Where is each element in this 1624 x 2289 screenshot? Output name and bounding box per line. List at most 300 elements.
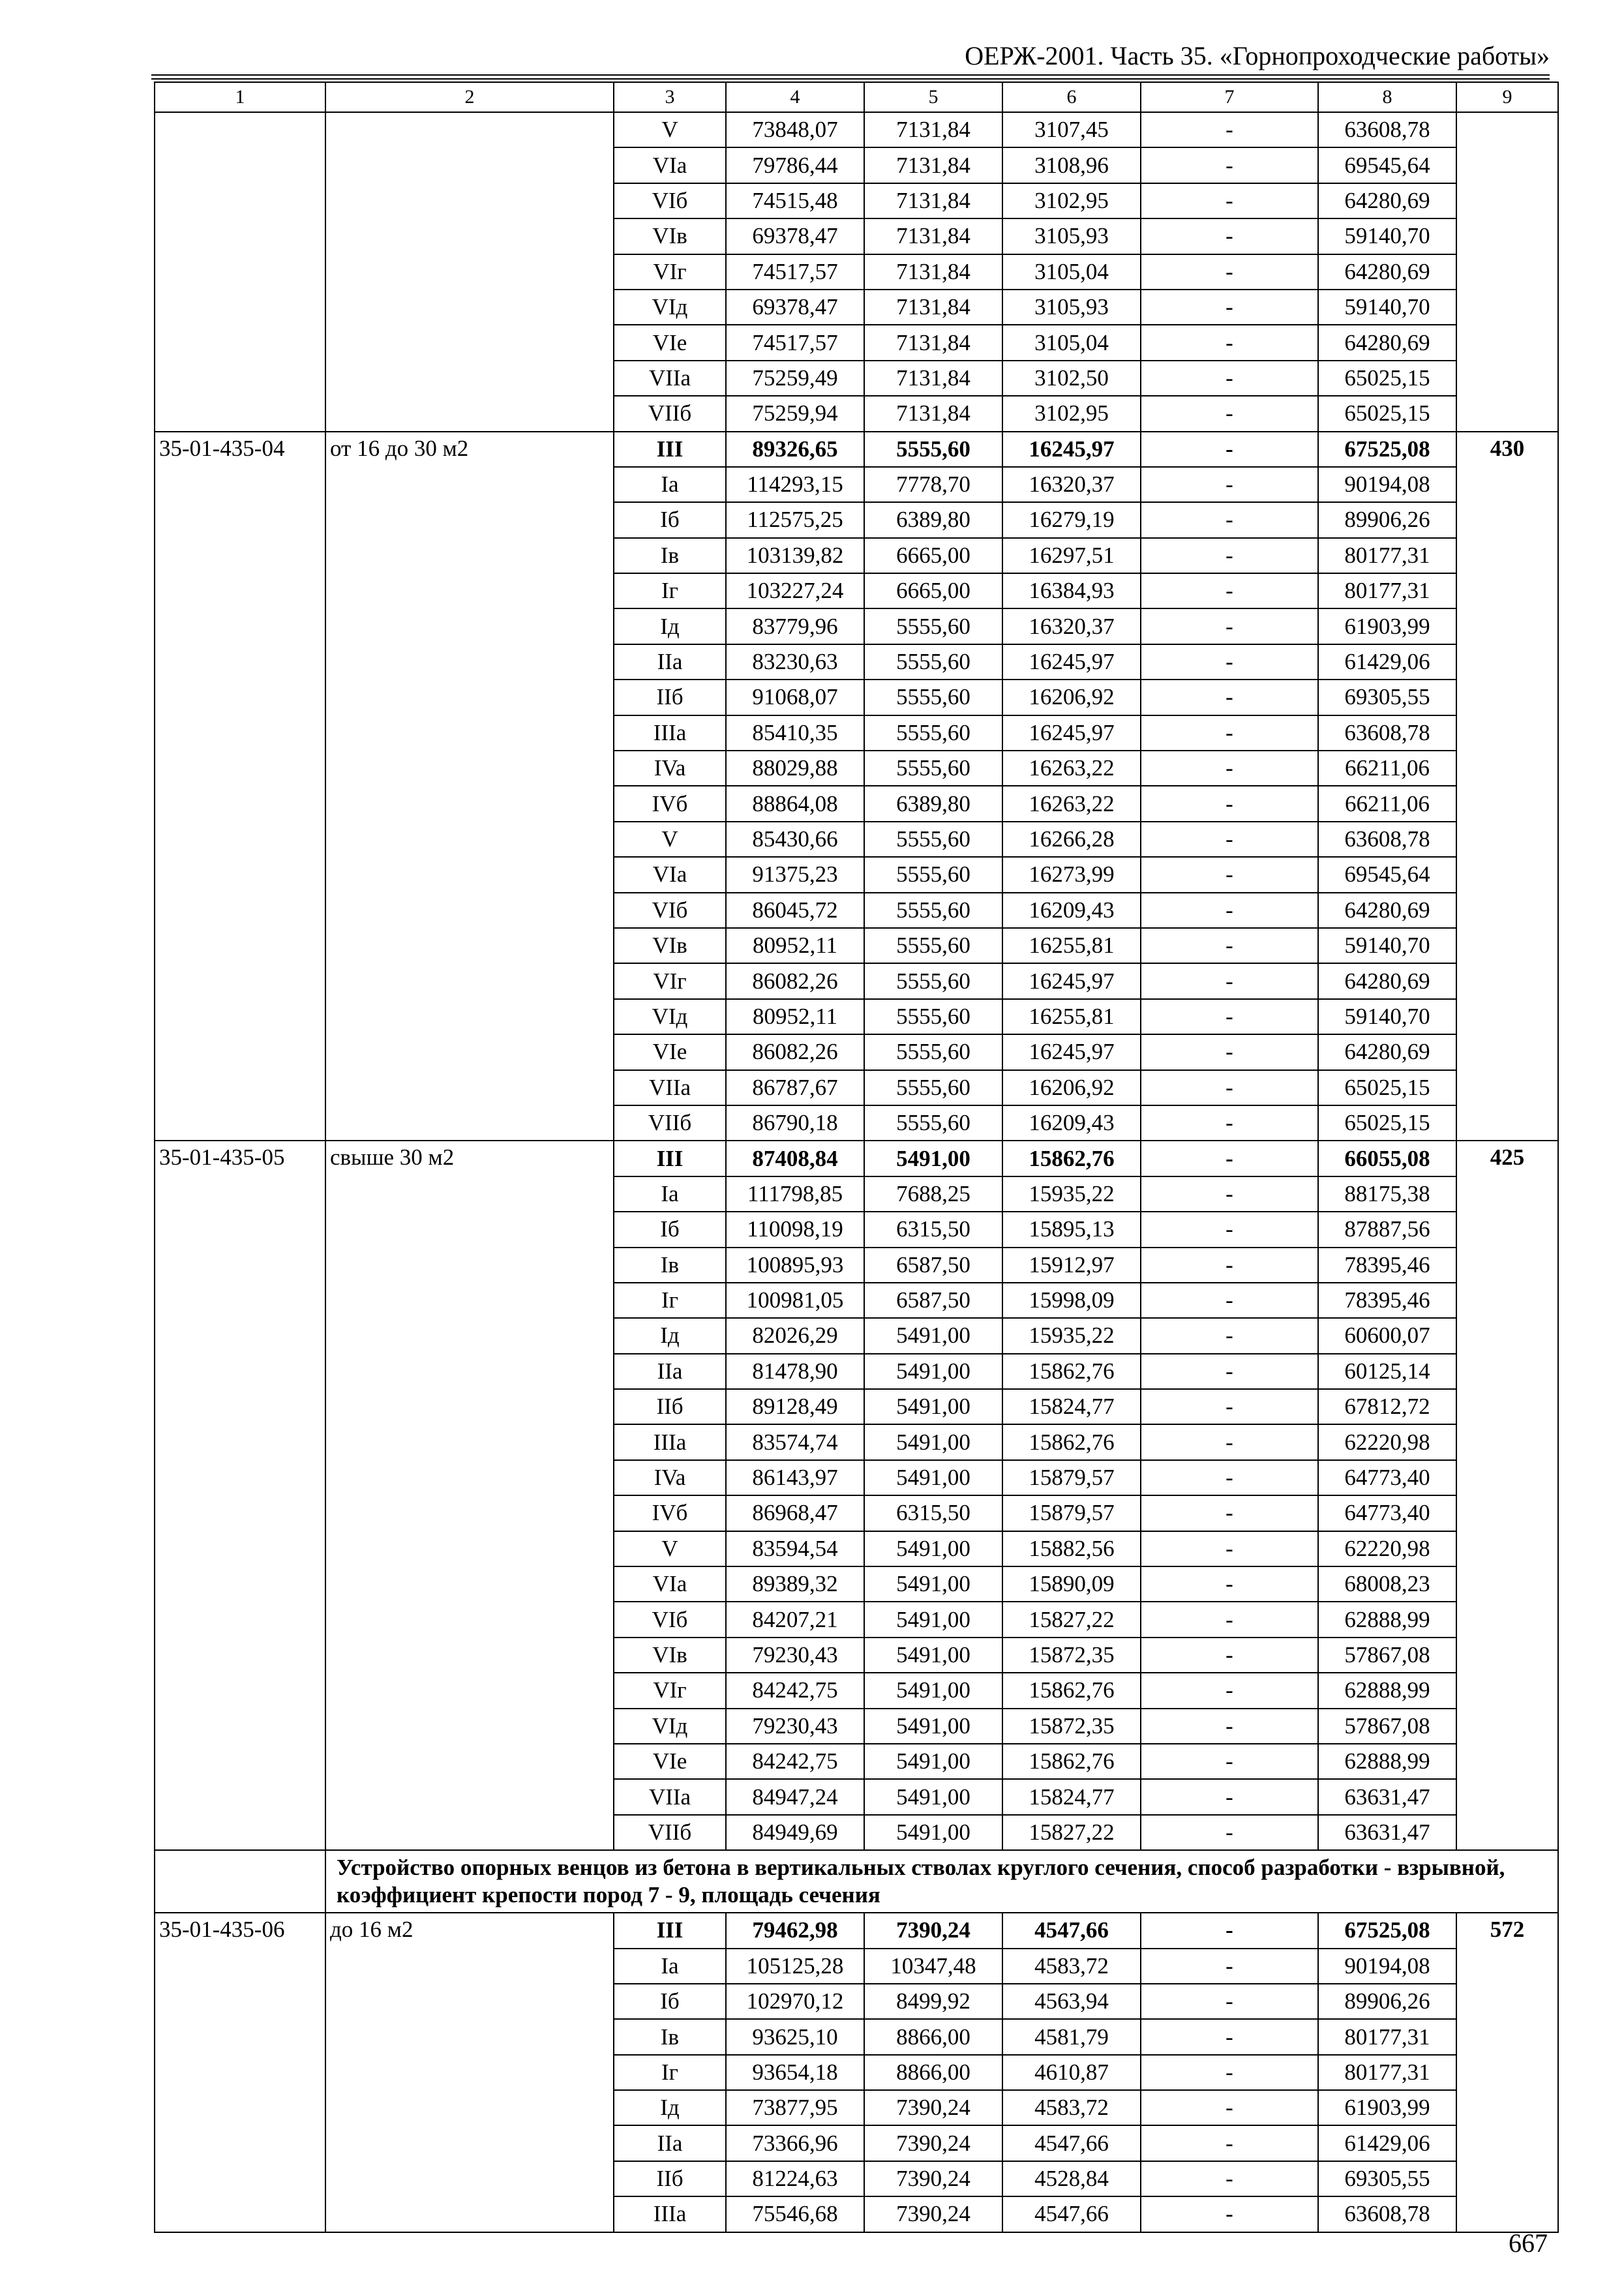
zone-cell: V (614, 112, 726, 147)
value-cell: - (1141, 1495, 1318, 1531)
value-cell: 61429,06 (1318, 2125, 1456, 2161)
zone-cell: VIб (614, 1602, 726, 1637)
value-cell: 63608,78 (1318, 715, 1456, 751)
value-cell: 60125,14 (1318, 1354, 1456, 1389)
zone-cell: VIIa (614, 1779, 726, 1814)
value-cell: 5555,60 (864, 608, 1002, 644)
header-rule-double (151, 78, 1550, 80)
value-cell: 4547,66 (1002, 1913, 1141, 1948)
value-cell: - (1141, 1566, 1318, 1602)
value-cell: 5491,00 (864, 1638, 1002, 1673)
value-cell: 5491,00 (864, 1815, 1002, 1850)
value-cell: 5491,00 (864, 1460, 1002, 1495)
value-cell: 16209,43 (1002, 1105, 1141, 1141)
value-cell: 3107,45 (1002, 112, 1141, 147)
value-cell: - (1141, 1673, 1318, 1708)
value-cell: - (1141, 1318, 1318, 1353)
value-cell: 89906,26 (1318, 1984, 1456, 2019)
value-cell: 88864,08 (726, 786, 864, 821)
value-cell: 16255,81 (1002, 999, 1141, 1034)
norm-cell: 430 (1456, 432, 1558, 1141)
zone-cell: III (614, 432, 726, 467)
value-cell: 5555,60 (864, 644, 1002, 680)
zone-cell: Iв (614, 2019, 726, 2054)
value-cell: 15935,22 (1002, 1176, 1141, 1212)
value-cell: 16263,22 (1002, 751, 1141, 786)
value-cell: 5491,00 (864, 1744, 1002, 1779)
value-cell: 4583,72 (1002, 1949, 1141, 1984)
value-cell: 7131,84 (864, 254, 1002, 290)
value-cell: 79462,98 (726, 1913, 864, 1948)
value-cell: 75259,94 (726, 396, 864, 431)
value-cell: 114293,15 (726, 467, 864, 502)
value-cell: 62220,98 (1318, 1531, 1456, 1566)
value-cell: 3108,96 (1002, 147, 1141, 183)
value-cell: 7131,84 (864, 361, 1002, 396)
value-cell: 4528,84 (1002, 2161, 1141, 2196)
value-cell: - (1141, 963, 1318, 998)
zone-cell: IVa (614, 1460, 726, 1495)
value-cell: 78395,46 (1318, 1283, 1456, 1318)
table-row (155, 112, 1558, 147)
value-cell: 8866,00 (864, 2055, 1002, 2090)
value-cell: 64773,40 (1318, 1460, 1456, 1495)
value-cell: 85430,66 (726, 822, 864, 857)
value-cell: 62888,99 (1318, 1673, 1456, 1708)
value-cell: - (1141, 573, 1318, 608)
value-cell: 80177,31 (1318, 538, 1456, 573)
column-number: 3 (614, 82, 726, 112)
value-cell: 93625,10 (726, 2019, 864, 2054)
value-cell: 16245,97 (1002, 1034, 1141, 1070)
value-cell: 63608,78 (1318, 112, 1456, 147)
value-cell: 8499,92 (864, 1984, 1002, 2019)
zone-cell: Ia (614, 467, 726, 502)
zone-cell: V (614, 1531, 726, 1566)
zone-cell: VIд (614, 999, 726, 1034)
value-cell: 89326,65 (726, 432, 864, 467)
value-cell: 65025,15 (1318, 396, 1456, 431)
value-cell: 5491,00 (864, 1424, 1002, 1459)
value-cell: 103139,82 (726, 538, 864, 573)
value-cell: 5491,00 (864, 1531, 1002, 1566)
value-cell: 100895,93 (726, 1248, 864, 1283)
value-cell: 80952,11 (726, 999, 864, 1034)
value-cell: 7131,84 (864, 112, 1002, 147)
value-cell: 16384,93 (1002, 573, 1141, 608)
value-cell: 5555,60 (864, 1070, 1002, 1105)
name-cell: до 16 м2 (325, 1913, 614, 2232)
value-cell: - (1141, 2019, 1318, 2054)
zone-cell: III (614, 1913, 726, 1948)
value-cell: 73848,07 (726, 112, 864, 147)
value-cell: 16320,37 (1002, 608, 1141, 644)
value-cell: 61429,06 (1318, 644, 1456, 680)
zone-cell: IIa (614, 2125, 726, 2161)
value-cell: 69378,47 (726, 290, 864, 325)
value-cell: - (1141, 608, 1318, 644)
value-cell: 15895,13 (1002, 1212, 1141, 1247)
value-cell: - (1141, 1212, 1318, 1247)
name-cell-empty (325, 112, 614, 432)
zone-cell: VIв (614, 928, 726, 963)
value-cell: 16266,28 (1002, 822, 1141, 857)
value-cell: - (1141, 2196, 1318, 2232)
value-cell: 5491,00 (864, 1779, 1002, 1814)
zone-cell: Iв (614, 538, 726, 573)
zone-cell: IIa (614, 644, 726, 680)
value-cell: 59140,70 (1318, 999, 1456, 1034)
zone-cell: VIб (614, 893, 726, 928)
value-cell: 85410,35 (726, 715, 864, 751)
value-cell: 66211,06 (1318, 751, 1456, 786)
value-cell: - (1141, 325, 1318, 360)
value-cell: - (1141, 2125, 1318, 2161)
value-cell: 86790,18 (726, 1105, 864, 1141)
value-cell: 7688,25 (864, 1176, 1002, 1212)
value-cell: 15862,76 (1002, 1744, 1141, 1779)
zone-cell: IIIa (614, 1424, 726, 1459)
value-cell: 64280,69 (1318, 1034, 1456, 1070)
value-cell: 16255,81 (1002, 928, 1141, 963)
value-cell: 5555,60 (864, 432, 1002, 467)
value-cell: 5555,60 (864, 1034, 1002, 1070)
value-cell: 5555,60 (864, 822, 1002, 857)
header-rule (151, 74, 1550, 76)
value-cell: - (1141, 1176, 1318, 1212)
value-cell: 64280,69 (1318, 254, 1456, 290)
value-cell: 6665,00 (864, 573, 1002, 608)
value-cell: 7390,24 (864, 2090, 1002, 2125)
value-cell: 5491,00 (864, 1354, 1002, 1389)
value-cell: 15862,76 (1002, 1354, 1141, 1389)
value-cell: 15824,77 (1002, 1389, 1141, 1424)
value-cell: 86787,67 (726, 1070, 864, 1105)
value-cell: 5491,00 (864, 1673, 1002, 1708)
value-cell: 65025,15 (1318, 361, 1456, 396)
column-number: 8 (1318, 82, 1456, 112)
value-cell: 86082,26 (726, 963, 864, 998)
value-cell: 16245,97 (1002, 963, 1141, 998)
value-cell: - (1141, 1389, 1318, 1424)
code-cell-empty (155, 112, 325, 432)
value-cell: 5555,60 (864, 893, 1002, 928)
code-cell: 35-01-435-05 (155, 1141, 325, 1850)
value-cell: 89128,49 (726, 1389, 864, 1424)
value-cell: 90194,08 (1318, 1949, 1456, 1984)
column-number-row (155, 82, 1558, 112)
value-cell: - (1141, 786, 1318, 821)
value-cell: - (1141, 1141, 1318, 1176)
value-cell: 6587,50 (864, 1283, 1002, 1318)
section-row (155, 1850, 1558, 1913)
zone-cell: IVa (614, 751, 726, 786)
value-cell: - (1141, 1531, 1318, 1566)
value-cell: 3102,95 (1002, 183, 1141, 218)
zone-cell: VIe (614, 1034, 726, 1070)
zone-cell: VIa (614, 147, 726, 183)
value-cell: - (1141, 644, 1318, 680)
value-cell: - (1141, 893, 1318, 928)
value-cell: 66055,08 (1318, 1141, 1456, 1176)
zone-cell: VIIa (614, 1070, 726, 1105)
value-cell: - (1141, 1779, 1318, 1814)
value-cell: 5491,00 (864, 1602, 1002, 1637)
value-cell: 15862,76 (1002, 1424, 1141, 1459)
value-cell: 86968,47 (726, 1495, 864, 1531)
value-cell: 7390,24 (864, 2196, 1002, 2232)
value-cell: 62888,99 (1318, 1602, 1456, 1637)
value-cell: 16297,51 (1002, 538, 1141, 573)
code-cell: 35-01-435-06 (155, 1913, 325, 2232)
page-number: 667 (1509, 2228, 1548, 2258)
zone-cell: Iб (614, 1212, 726, 1247)
value-cell: - (1141, 1602, 1318, 1637)
value-cell: 64280,69 (1318, 893, 1456, 928)
value-cell: - (1141, 361, 1318, 396)
name-cell: свыше 30 м2 (325, 1141, 614, 1850)
zone-cell: VIв (614, 218, 726, 254)
value-cell: 5555,60 (864, 999, 1002, 1034)
value-cell: - (1141, 2055, 1318, 2090)
value-cell: 91068,07 (726, 680, 864, 715)
value-cell: 111798,85 (726, 1176, 864, 1212)
zone-cell: IIIa (614, 715, 726, 751)
zone-cell: VIa (614, 1566, 726, 1602)
value-cell: 90194,08 (1318, 467, 1456, 502)
table-row (155, 1141, 1558, 1176)
value-cell: 5491,00 (864, 1709, 1002, 1744)
value-cell: - (1141, 1815, 1318, 1850)
value-cell: 15862,76 (1002, 1673, 1141, 1708)
value-cell: 80952,11 (726, 928, 864, 963)
value-cell: - (1141, 2090, 1318, 2125)
value-cell: 15872,35 (1002, 1638, 1141, 1673)
value-cell: 74515,48 (726, 183, 864, 218)
value-cell: 5555,60 (864, 751, 1002, 786)
value-cell: 15912,97 (1002, 1248, 1141, 1283)
value-cell: 15827,22 (1002, 1602, 1141, 1637)
value-cell: 5491,00 (864, 1566, 1002, 1602)
value-cell: 63608,78 (1318, 822, 1456, 857)
value-cell: 74517,57 (726, 254, 864, 290)
section-blank (155, 1850, 325, 1913)
value-cell: 60600,07 (1318, 1318, 1456, 1353)
value-cell: 4563,94 (1002, 1984, 1141, 2019)
value-cell: 7131,84 (864, 290, 1002, 325)
value-cell: 84947,24 (726, 1779, 864, 1814)
value-cell: - (1141, 857, 1318, 892)
value-cell: 15872,35 (1002, 1709, 1141, 1744)
code-cell: 35-01-435-04 (155, 432, 325, 1141)
value-cell: 6665,00 (864, 538, 1002, 573)
value-cell: - (1141, 715, 1318, 751)
value-cell: 16279,19 (1002, 502, 1141, 537)
value-cell: 74517,57 (726, 325, 864, 360)
value-cell: 4547,66 (1002, 2125, 1141, 2161)
value-cell: 79230,43 (726, 1709, 864, 1744)
value-cell: 102970,12 (726, 1984, 864, 2019)
value-cell: 59140,70 (1318, 928, 1456, 963)
value-cell: 15827,22 (1002, 1815, 1141, 1850)
value-cell: - (1141, 432, 1318, 467)
column-number: 7 (1141, 82, 1318, 112)
column-number: 4 (726, 82, 864, 112)
value-cell: 16206,92 (1002, 680, 1141, 715)
value-cell: 6389,80 (864, 786, 1002, 821)
value-cell: 7778,70 (864, 467, 1002, 502)
value-cell: 112575,25 (726, 502, 864, 537)
zone-cell: III (614, 1141, 726, 1176)
zone-cell: IVб (614, 1495, 726, 1531)
value-cell: 7131,84 (864, 147, 1002, 183)
value-cell: 15998,09 (1002, 1283, 1141, 1318)
value-cell: - (1141, 502, 1318, 537)
value-cell: - (1141, 1248, 1318, 1283)
value-cell: 7390,24 (864, 2125, 1002, 2161)
value-cell: 65025,15 (1318, 1070, 1456, 1105)
value-cell: 59140,70 (1318, 218, 1456, 254)
column-number: 6 (1002, 82, 1141, 112)
value-cell: 16273,99 (1002, 857, 1141, 892)
value-cell: - (1141, 1638, 1318, 1673)
zone-cell: IVб (614, 786, 726, 821)
value-cell: 16245,97 (1002, 715, 1141, 751)
value-cell: 81224,63 (726, 2161, 864, 2196)
value-cell: - (1141, 822, 1318, 857)
value-cell: 3102,95 (1002, 396, 1141, 431)
zone-cell: Iг (614, 1283, 726, 1318)
zone-cell: Iг (614, 2055, 726, 2090)
value-cell: 79786,44 (726, 147, 864, 183)
page-header-title: ОЕРЖ-2001. Часть 35. «Горнопроходческие работы» (965, 41, 1550, 70)
value-cell: - (1141, 751, 1318, 786)
value-cell: 78395,46 (1318, 1248, 1456, 1283)
value-cell: 67525,08 (1318, 1913, 1456, 1948)
value-cell: 73877,95 (726, 2090, 864, 2125)
value-cell: 3105,93 (1002, 290, 1141, 325)
value-cell: 7390,24 (864, 2161, 1002, 2196)
value-cell: - (1141, 1034, 1318, 1070)
zone-cell: VIIб (614, 396, 726, 431)
value-cell: - (1141, 1105, 1318, 1141)
zone-cell: VIг (614, 254, 726, 290)
zone-cell: VIд (614, 290, 726, 325)
zone-cell: Iд (614, 2090, 726, 2125)
value-cell: 16245,97 (1002, 644, 1141, 680)
zone-cell: Iв (614, 1248, 726, 1283)
value-cell: 5491,00 (864, 1318, 1002, 1353)
value-cell: 7131,84 (864, 325, 1002, 360)
value-cell: 69545,64 (1318, 147, 1456, 183)
value-cell: 80177,31 (1318, 2055, 1456, 2090)
column-number: 9 (1456, 82, 1558, 112)
value-cell: 83594,54 (726, 1531, 864, 1566)
zone-cell: VIг (614, 1673, 726, 1708)
value-cell: 63608,78 (1318, 2196, 1456, 2232)
value-cell: 80177,31 (1318, 2019, 1456, 2054)
value-cell: 69545,64 (1318, 857, 1456, 892)
value-cell: - (1141, 1424, 1318, 1459)
zone-cell: Ia (614, 1176, 726, 1212)
zone-cell: Ia (614, 1949, 726, 1984)
value-cell: 6389,80 (864, 502, 1002, 537)
value-cell: 16209,43 (1002, 893, 1141, 928)
value-cell: 67812,72 (1318, 1389, 1456, 1424)
value-cell: - (1141, 680, 1318, 715)
value-cell: 15935,22 (1002, 1318, 1141, 1353)
value-cell: 5491,00 (864, 1389, 1002, 1424)
value-cell: 16320,37 (1002, 467, 1141, 502)
value-cell: 7390,24 (864, 1913, 1002, 1948)
value-cell: 81478,90 (726, 1354, 864, 1389)
value-cell: 64773,40 (1318, 1495, 1456, 1531)
value-cell: 80177,31 (1318, 573, 1456, 608)
value-cell: 79230,43 (726, 1638, 864, 1673)
zone-cell: IIб (614, 1389, 726, 1424)
value-cell: - (1141, 2161, 1318, 2196)
value-cell: 4547,66 (1002, 2196, 1141, 2232)
section-title: Устройство опорных венцов из бетона в вертикальных стволах круглого сечения, способ разработки - взрывной, коэффициент крепости пород 7 - 9, площадь сечения (325, 1850, 1558, 1913)
value-cell: 88029,88 (726, 751, 864, 786)
zone-cell: Iб (614, 1984, 726, 2019)
value-cell: - (1141, 183, 1318, 218)
value-cell: 4581,79 (1002, 2019, 1141, 2054)
value-cell: 64280,69 (1318, 325, 1456, 360)
zone-cell: Iб (614, 502, 726, 537)
value-cell: 69305,55 (1318, 680, 1456, 715)
column-number: 1 (155, 82, 325, 112)
value-cell: 8866,00 (864, 2019, 1002, 2054)
value-cell: 15862,76 (1002, 1141, 1141, 1176)
zone-cell: VIв (614, 1638, 726, 1673)
value-cell: - (1141, 928, 1318, 963)
value-cell: 105125,28 (726, 1949, 864, 1984)
value-cell: 61903,99 (1318, 2090, 1456, 2125)
value-cell: 15824,77 (1002, 1779, 1141, 1814)
table-row (155, 432, 1558, 467)
value-cell: 63631,47 (1318, 1779, 1456, 1814)
zone-cell: V (614, 822, 726, 857)
value-cell: - (1141, 538, 1318, 573)
zone-cell: VIб (614, 183, 726, 218)
value-cell: - (1141, 1070, 1318, 1105)
zone-cell: VIг (614, 963, 726, 998)
value-cell: 4610,87 (1002, 2055, 1141, 2090)
norm-cell-empty (1456, 112, 1558, 432)
zone-cell: VIд (614, 1709, 726, 1744)
value-cell: 73366,96 (726, 2125, 864, 2161)
zone-cell: IIб (614, 2161, 726, 2196)
table-row (155, 1913, 1558, 1948)
value-cell: - (1141, 1984, 1318, 2019)
value-cell: - (1141, 999, 1318, 1034)
value-cell: 3105,04 (1002, 254, 1141, 290)
value-cell: 4583,72 (1002, 2090, 1141, 2125)
value-cell: 84949,69 (726, 1815, 864, 1850)
value-cell: 57867,08 (1318, 1638, 1456, 1673)
value-cell: 15890,09 (1002, 1566, 1141, 1602)
value-cell: 64280,69 (1318, 183, 1456, 218)
value-cell: 89389,32 (726, 1566, 864, 1602)
value-cell: 5555,60 (864, 928, 1002, 963)
value-cell: 5491,00 (864, 1141, 1002, 1176)
value-cell: 84207,21 (726, 1602, 864, 1637)
value-cell: - (1141, 1744, 1318, 1779)
value-cell: 15879,57 (1002, 1495, 1141, 1531)
value-cell: 83779,96 (726, 608, 864, 644)
value-cell: 66211,06 (1318, 786, 1456, 821)
